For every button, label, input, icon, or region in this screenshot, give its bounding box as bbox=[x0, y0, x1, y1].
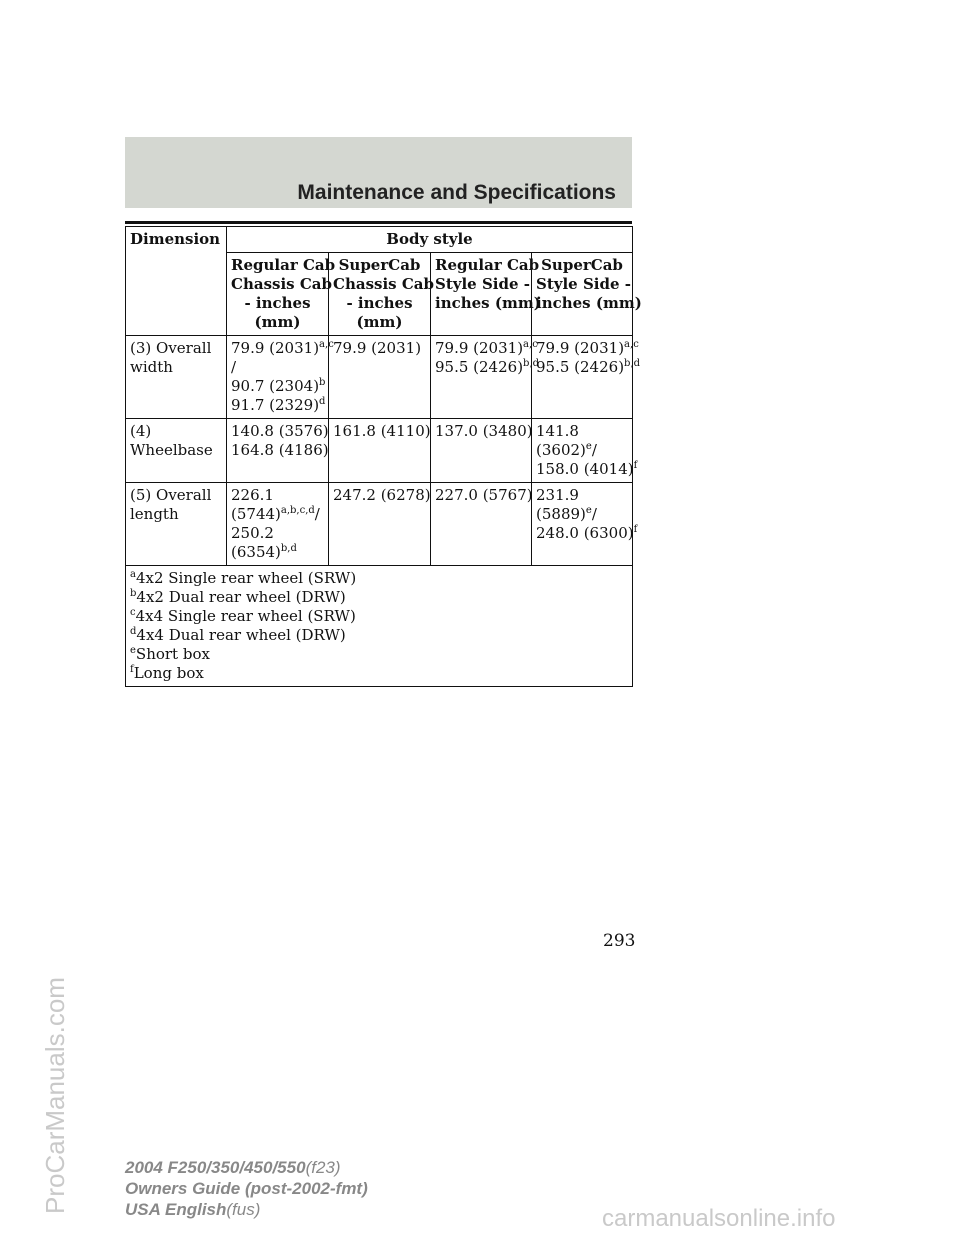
value-line: 248.0 $(6300)^f$ bbox=[536, 524, 638, 542]
footer-line-guide: Owners Guide (post-2002-fmt) bbox=[125, 1179, 368, 1198]
document-footer bbox=[125, 1157, 368, 1220]
body-style-column-header bbox=[227, 253, 336, 336]
header-line: Chassis Cab bbox=[333, 275, 434, 293]
footnote-ref: a,b,c,d bbox=[280, 505, 315, 516]
footnote: $^e$Short box bbox=[130, 645, 210, 663]
dimension-value bbox=[227, 419, 329, 483]
table-body bbox=[126, 336, 641, 687]
value-line: 79.9 $(2031)^{a,c}$ bbox=[536, 339, 639, 357]
value-line: 79.9 $(2031)^{a,c}$ bbox=[435, 339, 538, 357]
value-line: 226.1 bbox=[231, 486, 274, 504]
dimension-value bbox=[329, 483, 431, 566]
dimension-value bbox=[532, 419, 638, 483]
footnote: $^f$Long box bbox=[130, 664, 204, 682]
footnote-ref: e bbox=[585, 505, 592, 516]
footnote-ref: f bbox=[633, 460, 638, 471]
table-row bbox=[126, 483, 633, 566]
label-line: width bbox=[130, 358, 173, 376]
value-line: 90.7 $(2304)^b$ bbox=[231, 377, 326, 395]
dimension-header: Dimension bbox=[126, 227, 227, 336]
value-line: 95.5 $(2426)^{b,d}$ bbox=[536, 358, 641, 376]
header-line: SuperCab bbox=[338, 256, 421, 274]
value-line: $(6354)^{b,d}$ bbox=[231, 543, 297, 561]
value-line: 247.2 (6278) bbox=[333, 486, 431, 504]
footer-line-language: USA English(fus) bbox=[125, 1200, 261, 1219]
dimension-value bbox=[227, 336, 334, 419]
footnote-ref: a,c bbox=[319, 339, 334, 350]
table-row bbox=[126, 336, 633, 419]
value-line: 79.9 $(2031)^{a,c}$ bbox=[231, 339, 334, 357]
table-header-row bbox=[126, 227, 633, 253]
label-line: Wheelbase bbox=[130, 441, 213, 459]
footnote-mark: e bbox=[130, 645, 136, 656]
footnote-ref: f bbox=[633, 524, 638, 535]
header-line: Style Side - bbox=[435, 275, 530, 293]
footnote-mark: f bbox=[130, 664, 134, 675]
dimension-label bbox=[126, 483, 227, 566]
value-line: $(3602)^e/$ bbox=[536, 441, 597, 459]
bottom-watermark: carmanualsonline.info bbox=[602, 1205, 836, 1232]
body-style-column-header bbox=[532, 253, 642, 336]
dimensions-table bbox=[125, 226, 642, 687]
header-line: Style Side - bbox=[536, 275, 631, 293]
footnote-mark: c bbox=[130, 607, 136, 618]
header-line: - inches bbox=[346, 294, 413, 312]
value-line: 164.8 (4186) bbox=[231, 441, 329, 459]
table-row bbox=[126, 419, 633, 483]
page-number: 293 bbox=[603, 931, 636, 951]
value-line: $(5889)^e/$ bbox=[536, 505, 597, 523]
value-line: 141.8 bbox=[536, 422, 579, 440]
header-line: (mm) bbox=[356, 313, 403, 331]
header-line: Regular Cab bbox=[231, 256, 336, 274]
header-line: inches (mm) bbox=[435, 294, 541, 312]
footnotes-cell bbox=[126, 566, 633, 687]
dimension-value bbox=[532, 483, 638, 566]
footnote-ref: b bbox=[319, 377, 326, 388]
value-line: 231.9 bbox=[536, 486, 579, 504]
header-line: SuperCab bbox=[541, 256, 623, 274]
side-watermark: ProCarManuals.com bbox=[40, 977, 70, 1214]
header-line: inches (mm) bbox=[536, 294, 642, 312]
header-line: - inches bbox=[244, 294, 311, 312]
value-line: 140.8 (3576) bbox=[231, 422, 329, 440]
body-style-column-header bbox=[329, 253, 434, 336]
footnote: $^b$4x2 Dual rear wheel (DRW) bbox=[130, 588, 346, 606]
footnote: $^d$4x4 Dual rear wheel (DRW) bbox=[130, 626, 346, 644]
footnotes-row bbox=[126, 566, 633, 687]
footnote: $^a$4x2 Single rear wheel (SRW) bbox=[130, 569, 357, 587]
dimension-value bbox=[431, 336, 540, 419]
value-line: 79.9 (2031) bbox=[333, 339, 422, 357]
footnote-ref: a,c bbox=[624, 339, 639, 350]
value-line: 91.7 $(2329)^d$ bbox=[231, 396, 326, 414]
value-line: 227.0 (5767) bbox=[435, 486, 533, 504]
section-title: Maintenance and Specifications bbox=[297, 181, 616, 204]
value-line: 137.0 (3480) bbox=[435, 422, 533, 440]
section-header-band bbox=[125, 137, 632, 208]
dimension-value bbox=[431, 419, 532, 483]
label-line: (3) Overall bbox=[130, 339, 212, 357]
dimension-value bbox=[431, 483, 532, 566]
label-line: (5) Overall bbox=[130, 486, 212, 504]
footnote-ref: b,d bbox=[624, 358, 641, 369]
value-line: 250.2 bbox=[231, 524, 274, 542]
body-style-header: Body style bbox=[227, 227, 633, 253]
footnote-ref: b,d bbox=[523, 358, 540, 369]
dimension-label bbox=[126, 336, 227, 419]
header-line: Regular Cab bbox=[435, 256, 540, 274]
header-divider bbox=[125, 221, 632, 224]
footnote: $^c$4x4 Single rear wheel (SRW) bbox=[130, 607, 356, 625]
value-line: 161.8 (4110) bbox=[333, 422, 431, 440]
footnote-ref: a,c bbox=[523, 339, 538, 350]
footnote-ref: b,d bbox=[280, 543, 297, 554]
footnote-mark: d bbox=[130, 626, 137, 637]
dimension-value bbox=[329, 419, 431, 483]
dimension-label bbox=[126, 419, 227, 483]
footer-line-model: 2004 F250/350/450/550(f23) bbox=[125, 1158, 341, 1177]
value-line: $(5744)^{a,b,c,d}/$ bbox=[231, 505, 320, 523]
body-style-column-header bbox=[431, 253, 541, 336]
label-line: (4) bbox=[130, 422, 152, 440]
dimension-value bbox=[329, 336, 431, 419]
value-line: 158.0 $(4014)^f$ bbox=[536, 460, 638, 478]
footnote-ref: d bbox=[319, 396, 326, 407]
value-line: / bbox=[231, 358, 237, 376]
dimension-value bbox=[532, 336, 641, 419]
header-line: Chassis Cab bbox=[231, 275, 332, 293]
footnote-mark: a bbox=[130, 569, 136, 580]
dimension-value bbox=[227, 483, 329, 566]
footnote-mark: b bbox=[130, 588, 137, 599]
footnote-ref: e bbox=[585, 441, 592, 452]
label-line: length bbox=[130, 505, 179, 523]
value-line: 95.5 $(2426)^{b,d}$ bbox=[435, 358, 540, 376]
header-line: (mm) bbox=[254, 313, 301, 331]
